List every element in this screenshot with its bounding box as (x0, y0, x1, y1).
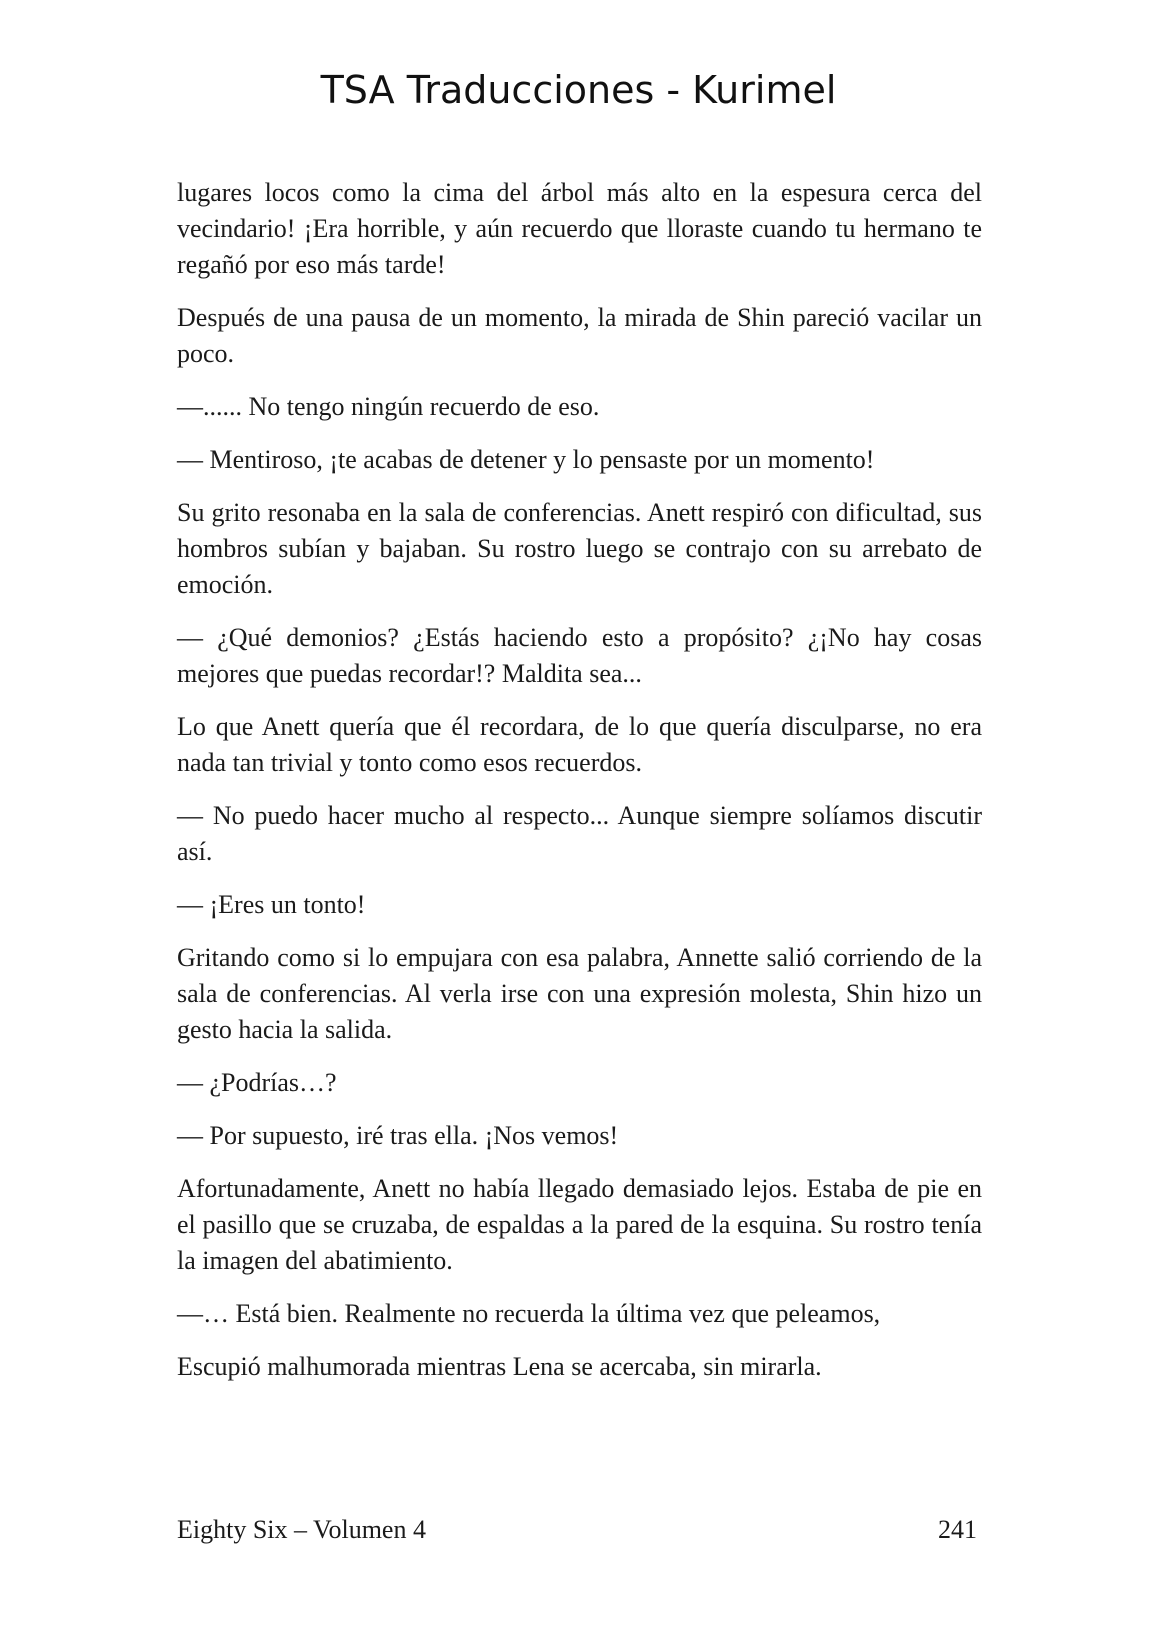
dialogue-line: — ¿Qué demonios? ¿Estás haciendo esto a propósito? ¿¡No hay cosas mejores que puedas recordar!? Maldita sea... (177, 623, 982, 688)
paragraph: Su grito resonaba en la sala de conferencias. Anett respiró con dificultad, sus hombros subían y bajaban. Su rostro luego se contrajo con su arrebato de emoción. (177, 498, 982, 599)
paragraph: Después de una pausa de un momento, la mirada de Shin pareció vacilar un poco. (177, 303, 982, 368)
footer-page-number: 241 (938, 1515, 977, 1544)
paragraph: Lo que Anett quería que él recordara, de lo que quería disculparse, no era nada tan trivial y tonto como esos recuerdos. (177, 712, 982, 777)
page-header-title: TSA Traducciones - Kurimel (320, 68, 837, 112)
dialogue-line: — Por supuesto, iré tras ella. ¡Nos vemos! (177, 1121, 619, 1150)
paragraph: lugares locos como la cima del árbol más alto en la espesura cerca del vecindario! ¡Era horrible, y aún recuerdo que lloraste cuando tu hermano te regañó por eso más tarde! (177, 178, 982, 279)
paragraph: Afortunadamente, Anett no había llegado demasiado lejos. Estaba de pie en el pasillo que se cruzaba, de espaldas a la pared de la esquina. Su rostro tenía la imagen del abatimiento. (177, 1174, 982, 1275)
footer-book-title: Eighty Six – Volumen 4 (177, 1515, 426, 1544)
dialogue-line: — ¿Podrías…? (177, 1068, 337, 1097)
dialogue-line: —...... No tengo ningún recuerdo de eso. (177, 392, 600, 421)
dialogue-line: —… Está bien. Realmente no recuerda la última vez que peleamos, (177, 1299, 881, 1328)
dialogue-line: — Mentiroso, ¡te acabas de detener y lo pensaste por un momento! (177, 445, 875, 474)
paragraph: Gritando como si lo empujara con esa palabra, Annette salió corriendo de la sala de conferencias. Al verla irse con una expresión molesta, Shin hizo un gesto hacia la salida. (177, 943, 982, 1044)
dialogue-line: — No puedo hacer mucho al respecto... Aunque siempre solíamos discutir así. (177, 801, 982, 866)
paragraph: Escupió malhumorada mientras Lena se acercaba, sin mirarla. (177, 1352, 822, 1381)
dialogue-line: — ¡Eres un tonto! (177, 890, 366, 919)
page-body (177, 175, 982, 1402)
